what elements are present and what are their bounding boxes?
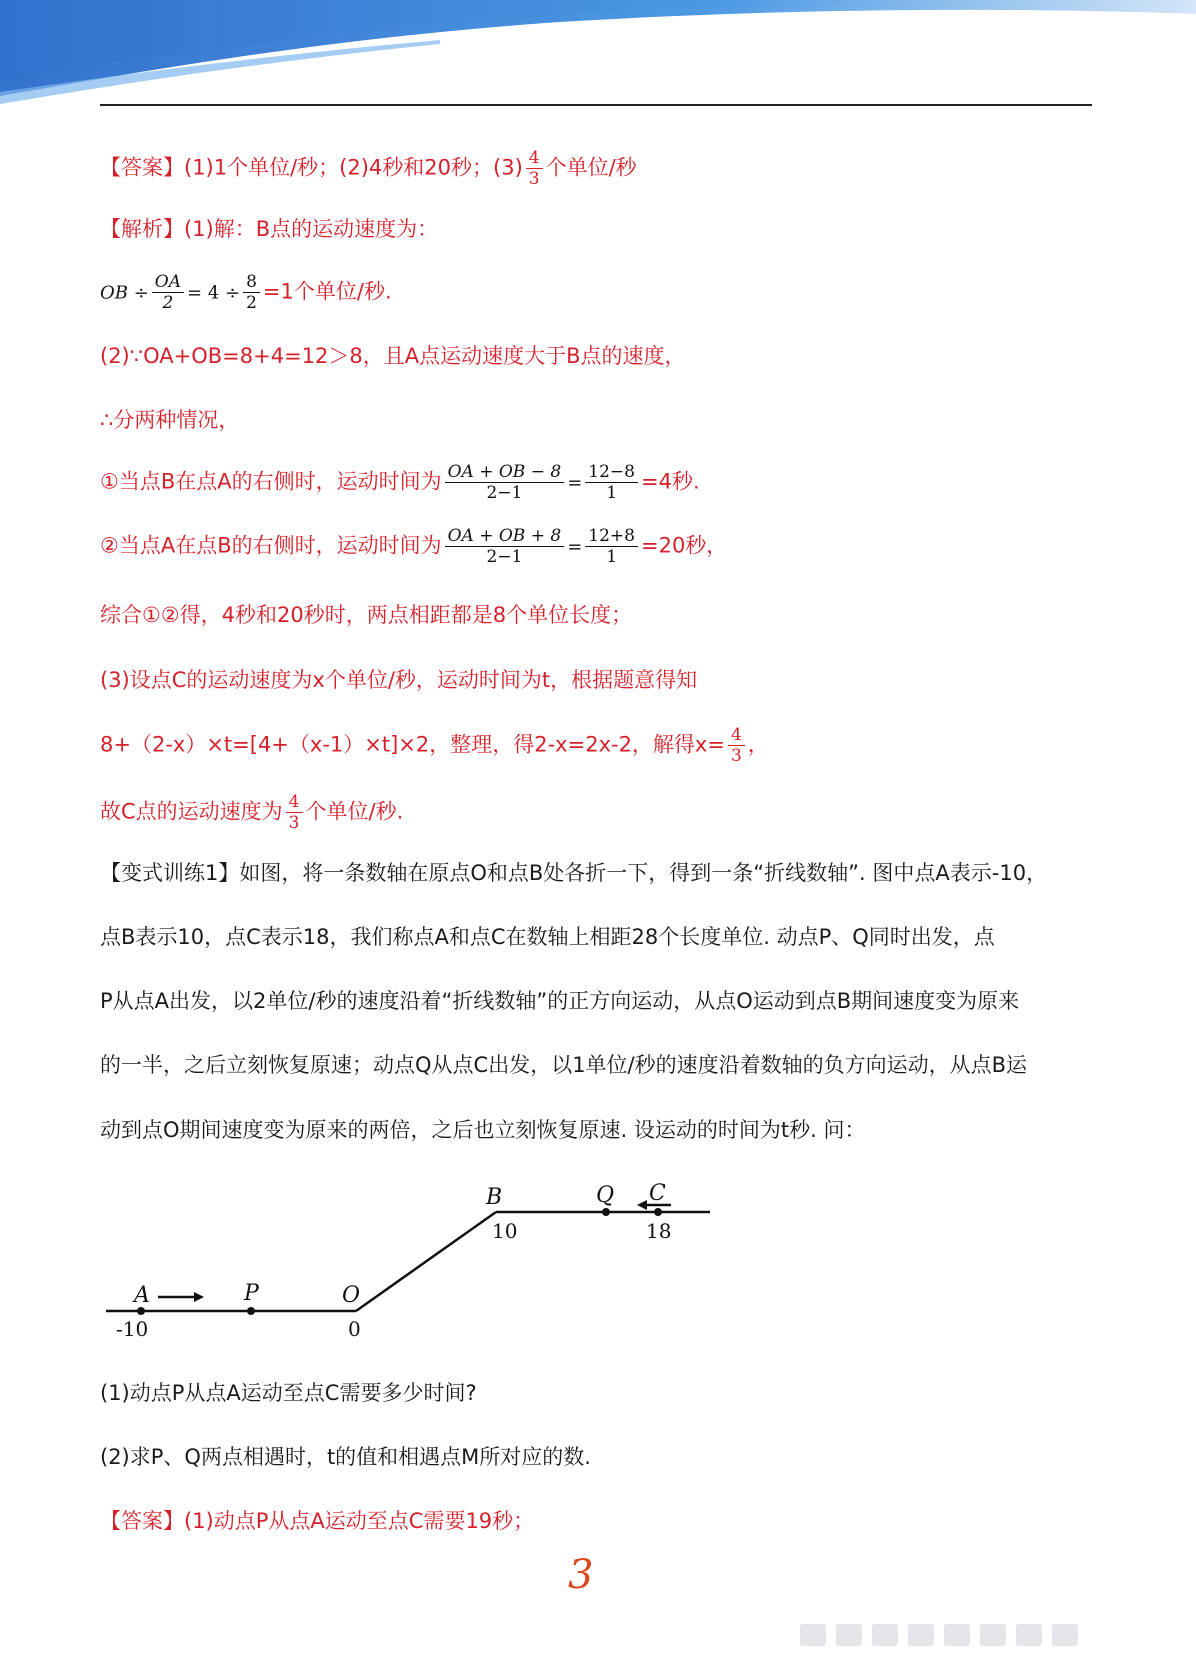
case-2-line <box>100 526 727 567</box>
conclusion-line <box>100 792 403 833</box>
toolbar-button[interactable] <box>800 1624 826 1646</box>
answer-fraction: $\frac{4}{3}$ <box>526 148 543 189</box>
viewer-toolbar <box>800 1624 1170 1650</box>
case-2-eq: = <box>567 536 583 558</box>
formula-mid: = 4 ÷ <box>187 282 241 304</box>
formula-frac-1: $\frac{OA}{2}$ <box>152 272 184 313</box>
answer-line-2 <box>100 1506 534 1536</box>
variant-line-5: 动到点O期间速度变为原来的两倍，之后也立刻恢复原速. 设运动的时间为t秒. 问： <box>100 1118 866 1142</box>
variant-line-4: 的一半，之后立刻恢复原速；动点Q从点C出发，以1单位/秒的速度沿着数轴的负方向运动，从点B运 <box>100 1053 1028 1077</box>
point-q-dot <box>602 1208 610 1216</box>
answer-line-1 <box>100 148 637 189</box>
toolbar-button[interactable] <box>980 1624 1006 1646</box>
formula-frac-2: $\frac{8}{2}$ <box>243 272 260 313</box>
toolbar-button[interactable] <box>1016 1624 1042 1646</box>
variant-line-2: 点B表示10，点C表示18，我们称点A和点C在数轴上相距28个长度单位. 动点P、Q同时出发，点 <box>100 925 995 949</box>
label-c-value: 18 <box>646 1219 672 1243</box>
question-1: (1)动点P从点A运动至点C需要多少时间? <box>100 1381 477 1405</box>
header-banner <box>0 0 1196 140</box>
equation-line <box>100 725 769 766</box>
p-arrow-head <box>194 1292 204 1302</box>
two-cases-line: ∴分两种情况， <box>100 408 240 432</box>
label-a: A <box>134 1283 150 1308</box>
part3-line: (3)设点C的运动速度为x个单位/秒，运动时间为t，根据题意得知 <box>100 668 698 692</box>
label-b-value: 10 <box>492 1219 518 1243</box>
toolbar-button[interactable] <box>944 1624 970 1646</box>
case-1-result: =4秒. <box>640 469 700 494</box>
case-2-frac-1: $\frac{OA + OB + 8}{2-1}$ <box>445 526 565 567</box>
equation-text: 8+（2-x）×t=[4+（x-1）×t]×2，整理，得2-x=2x-2，解得x= <box>100 732 725 757</box>
equation-tail: ， <box>747 732 769 757</box>
toolbar-button[interactable] <box>872 1624 898 1646</box>
case-1-eq: = <box>567 472 583 494</box>
case-1-line <box>100 462 700 503</box>
variant-line-3: P从点A出发，以2单位/秒的速度沿着“折线数轴”的正方向运动，从点O运动到点B期间速度变为原来 <box>100 989 1020 1013</box>
label-q: Q <box>596 1183 615 1208</box>
formula-result: =1个单位/秒. <box>262 279 392 304</box>
speed-b-formula <box>100 272 392 313</box>
case-2-text: ②当点A在点B的右侧时，运动时间为 <box>100 533 442 558</box>
answer-tag: 【答案】 <box>100 155 184 180</box>
formula-lhs: OB ÷ <box>100 282 149 304</box>
toolbar-button[interactable] <box>836 1624 862 1646</box>
folded-number-line-figure <box>96 1178 716 1348</box>
q-arrow-head <box>637 1200 647 1210</box>
answer-text-tail: 个单位/秒 <box>545 155 637 180</box>
toolbar-button[interactable] <box>908 1624 934 1646</box>
slanted-axis-segment <box>356 1212 496 1311</box>
answer-text: (1)1个单位/秒；(2)4秒和20秒；(3) <box>184 155 523 180</box>
case-1-text: ①当点B在点A的右侧时，运动时间为 <box>100 469 442 494</box>
conclusion-tail: 个单位/秒. <box>305 799 404 824</box>
case-2-frac-2: $\frac{12+8}{1}$ <box>585 526 638 567</box>
equation-fraction: $\frac{4}{3}$ <box>728 725 745 766</box>
point-p-dot <box>247 1307 255 1315</box>
page-number: 3 <box>568 1552 594 1598</box>
case-1-frac-1: $\frac{OA + OB - 8}{2-1}$ <box>445 462 565 503</box>
point-c-dot <box>654 1208 662 1216</box>
label-o-value: 0 <box>348 1317 361 1341</box>
analysis-text: (1)解：B点的运动速度为： <box>184 217 439 241</box>
part2-line: (2)∵OA+OB=8+4=12＞8，且A点运动速度大于B点的速度， <box>100 344 686 368</box>
answer-2-tag: 【答案】 <box>100 1509 184 1533</box>
analysis-line <box>100 214 438 244</box>
label-p: P <box>244 1281 259 1306</box>
analysis-tag: 【解析】 <box>100 217 184 241</box>
case-2-result: =20秒， <box>640 533 728 558</box>
case-1-frac-2: $\frac{12-8}{1}$ <box>585 462 638 503</box>
point-a-dot <box>137 1307 145 1315</box>
label-b: B <box>486 1185 503 1210</box>
label-a-value: -10 <box>116 1317 149 1341</box>
label-o: O <box>342 1283 361 1308</box>
variant-line-1: 【变式训练1】如图，将一条数轴在原点O和点B处各折一下，得到一条“折线数轴”. 图中点A表示-10， <box>100 861 1048 885</box>
header-rule <box>100 104 1092 106</box>
label-c: C <box>649 1181 666 1206</box>
question-2: (2)求P、Q两点相遇时，t的值和相遇点M所对应的数. <box>100 1445 591 1469</box>
toolbar-button[interactable] <box>1052 1624 1078 1646</box>
conclusion-text: 故C点的运动速度为 <box>100 799 283 824</box>
combined-line: 综合①②得，4秒和20秒时，两点相距都是8个单位长度； <box>100 603 633 627</box>
conclusion-fraction: $\frac{4}{3}$ <box>286 792 303 833</box>
answer-2-text: (1)动点P从点A运动至点C需要19秒； <box>184 1509 535 1533</box>
